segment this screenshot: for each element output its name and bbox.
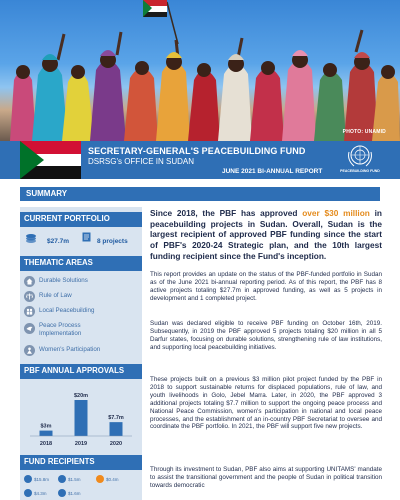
report-date: JUNE 2021 BI-ANNUAL REPORT (222, 168, 323, 175)
summary-label: SUMMARY (26, 189, 68, 198)
photo-credit: PHOTO: UNAMID (342, 129, 386, 135)
recipient-amount: $15.8m (34, 477, 50, 482)
woman-icon (24, 345, 35, 356)
chart-bar (40, 431, 53, 436)
body-paragraph: Through its investment to Sudan, PBF also aims at supporting UNITAMS' mandate to assist the transitional government and the people of Sudan in political transition towards democratic (150, 466, 382, 489)
crowd-illustration (0, 0, 400, 141)
house-icon (24, 276, 35, 287)
thematic-label: Rule of Law (39, 292, 72, 299)
thematic-item (24, 321, 142, 339)
annual-approvals-title: PBF ANNUAL APPROVALS (24, 366, 125, 375)
body-paragraph: These projects built on a previous $3 million pilot project funded by the PBF in 2018 to support sustainable returns for displaced populations, rule of law, and youth livelihoods in Golo, Jebel Marra. Later, in 2020, the PBF approved 3 additional projects totaling $7.7 million to support the ongoing peace process and National Peace Commission, women's participation in national and local peace processes, and the establishment of an in-country PBF Secretariat to oversee and coordinate the PBF portfolio. In 2021, the PBF will support five new projects. (150, 376, 382, 431)
annual-approvals-chart (20, 379, 142, 451)
hero-photo (0, 0, 400, 141)
recipient-agency-icon (58, 489, 66, 497)
report-title: SECRETARY-GENERAL'S PEACEBUILDING FUND (88, 146, 306, 156)
chart-tick-label: 2019 (74, 441, 88, 447)
summary-bar (20, 187, 380, 201)
chart-bar (75, 400, 88, 436)
thematic-label: Peace Process Implementation (39, 322, 82, 337)
recipient-agency-icon (58, 475, 66, 483)
thematic-item (24, 306, 142, 318)
pbf-logo-text: PEACEBUILDING FUND (340, 169, 380, 173)
recipient-amount: $1.5m (68, 477, 81, 482)
lead-text: Since 2018, the PBF has approved (150, 208, 303, 218)
chart-tick-label: 2018 (39, 441, 53, 447)
recipient-amount: $4.3m (34, 491, 47, 496)
body-paragraph: This report provides an update on the status of the PBF-funded portfolio in Sudan as of the June 2021 bi-annual reporting period. As of this report, the PBF has 8 active projects totaling $27.7m in approved funding, as well as 5 projects in development and 1 completed project. (150, 271, 382, 302)
thematic-item (24, 291, 142, 303)
scales-icon (24, 291, 35, 302)
recipient-agency-icon (24, 489, 32, 497)
fund-recipients-title: FUND RECIPIENTS (24, 457, 95, 466)
sudan-flag-icon (20, 141, 81, 179)
thematic-item (24, 276, 142, 288)
lead-highlight: over $30 million (302, 208, 370, 218)
lead-text: in peacebuilding projects in Sudan. Overall, Sudan is the largest recipient of approved PBF funding since the start of PBF's 2020-24 Strategic plan, and the 10th largest funding recipient since the Fund's inception. (150, 208, 382, 261)
chart-tick-label: 2020 (109, 441, 123, 447)
dove-icon (24, 323, 35, 334)
recipient-agency-icon (24, 475, 32, 483)
body-paragraph: Sudan was declared eligible to receive PBF funding on October 16th, 2019. Subsequently, in 2019 the PBF approved 5 projects totaling $20 million in all 5 Darfur states, focusing on durable solutions, strengthening rule of law institutions, and supporting local peacebuilding initiatives. (150, 320, 382, 351)
chart-data-label: $20m (73, 393, 89, 399)
projects-icon (82, 232, 91, 242)
summary-lead (150, 208, 382, 262)
thematic-label: Local Peacebuilding (39, 307, 95, 314)
portfolio-projects: 8 projects (97, 238, 128, 245)
thematic-label: Durable Solutions (39, 277, 88, 284)
chart-data-label: $3m (40, 423, 52, 430)
current-portfolio-title: CURRENT PORTFOLIO (24, 214, 110, 223)
thematic-label: Women's Participation (39, 346, 101, 353)
report-subtitle: DSRSG's OFFICE IN SUDAN (88, 157, 194, 166)
thematic-item (24, 345, 142, 357)
recipient-amount: $1.6m (68, 491, 81, 496)
portfolio-amount: $27.7m (47, 238, 70, 245)
money-icon (25, 233, 37, 243)
recipient-amount: $0.4m (106, 477, 119, 482)
thematic-areas-title: THEMATIC AREAS (24, 258, 93, 267)
people-icon (24, 306, 35, 317)
recipient-agency-icon (96, 475, 104, 483)
chart-bar (110, 422, 123, 436)
chart-data-label: $7.7m (108, 415, 124, 422)
